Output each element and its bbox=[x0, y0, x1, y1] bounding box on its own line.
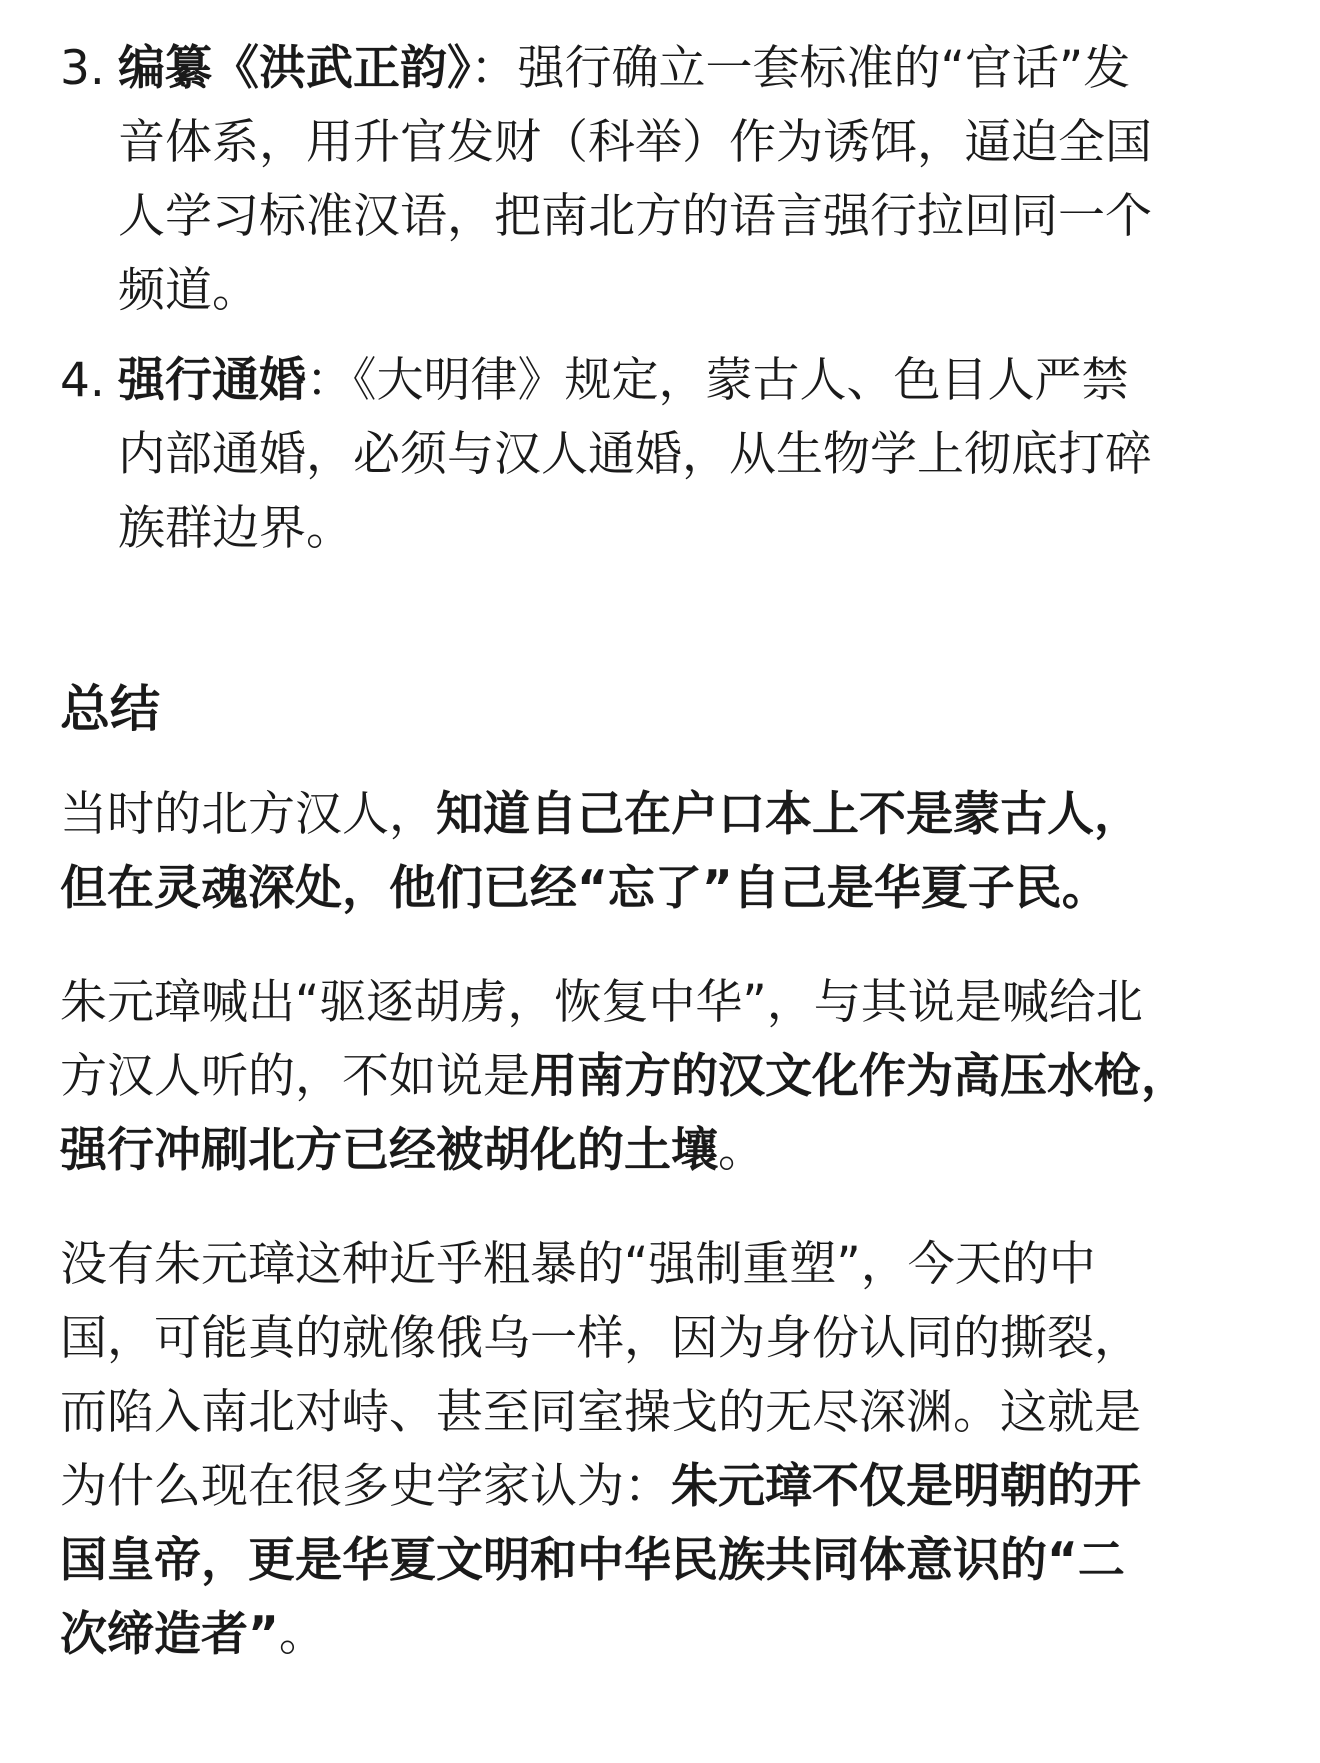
text-span: 方汉人听的，不如说是 bbox=[60, 1049, 530, 1104]
text-line: 人学习标准汉语，把南北方的语言强行拉回同一个 bbox=[118, 189, 1152, 244]
list-item-title: 强行通婚 bbox=[118, 353, 306, 408]
list-item-3 bbox=[60, 32, 1260, 328]
list-item-4 bbox=[60, 344, 1260, 566]
text-line bbox=[60, 1598, 1280, 1672]
section-heading: 总结 bbox=[60, 680, 160, 738]
summary-paragraph-3 bbox=[60, 1228, 1280, 1672]
bold-text-line: 国皇帝，更是华夏文明和中华民族共同体意识的“二 bbox=[60, 1533, 1125, 1588]
text-span: 当时的北方汉人， bbox=[60, 787, 436, 842]
text-span: ：《大明律》规定，蒙古人、色目人严禁 bbox=[306, 353, 1129, 408]
summary-paragraph-1 bbox=[60, 778, 1280, 926]
text-span: 。 bbox=[278, 1607, 326, 1662]
text-line bbox=[60, 1450, 1280, 1524]
text-line: 频道。 bbox=[118, 263, 259, 318]
text-line: 而陷入南北对峙、甚至同室操戈的无尽深渊。这就是 bbox=[60, 1385, 1141, 1440]
bold-text: 强行冲刷北方已经被胡化的土壤 bbox=[60, 1123, 718, 1178]
bold-text: 朱元璋不仅是明朝的开 bbox=[671, 1459, 1141, 1514]
bold-text: 知道自己在户口本上不是蒙古人， bbox=[436, 787, 1141, 842]
text-line bbox=[60, 1114, 1280, 1188]
text-span: 为什么现在很多史学家认为： bbox=[60, 1459, 671, 1514]
text-line bbox=[60, 344, 1260, 418]
list-number: 3. bbox=[60, 41, 105, 96]
text-line bbox=[60, 1040, 1280, 1114]
summary-paragraph-2 bbox=[60, 966, 1280, 1188]
text-line: 国，可能真的就像俄乌一样，因为身份认同的撕裂， bbox=[60, 1311, 1141, 1366]
text-span: ：强行确立一套标准的“官话”发 bbox=[470, 41, 1131, 96]
list-number: 4. bbox=[60, 353, 105, 408]
text-line bbox=[60, 778, 1280, 852]
text-line: 朱元璋喊出“驱逐胡虏，恢复中华”，与其说是喊给北 bbox=[60, 975, 1143, 1030]
text-line: 没有朱元璋这种近乎粗暴的“强制重塑”，今天的中 bbox=[60, 1237, 1096, 1292]
text-line bbox=[60, 32, 1260, 106]
text-line: 音体系，用升官发财（科举）作为诱饵，逼迫全国 bbox=[118, 115, 1152, 170]
text-span: 。 bbox=[718, 1123, 765, 1178]
list-item-title: 编纂《洪武正韵》 bbox=[118, 41, 471, 96]
bold-text: 用南方的汉文化作为高压水枪， bbox=[530, 1049, 1188, 1104]
text-line: 内部通婚，必须与汉人通婚，从生物学上彻底打碎 bbox=[118, 427, 1152, 482]
bold-text-line: 但在灵魂深处，他们已经“忘了”自己是华夏子民。 bbox=[60, 861, 1109, 916]
bold-text: 次缔造者” bbox=[60, 1607, 279, 1662]
text-line: 族群边界。 bbox=[118, 501, 353, 556]
